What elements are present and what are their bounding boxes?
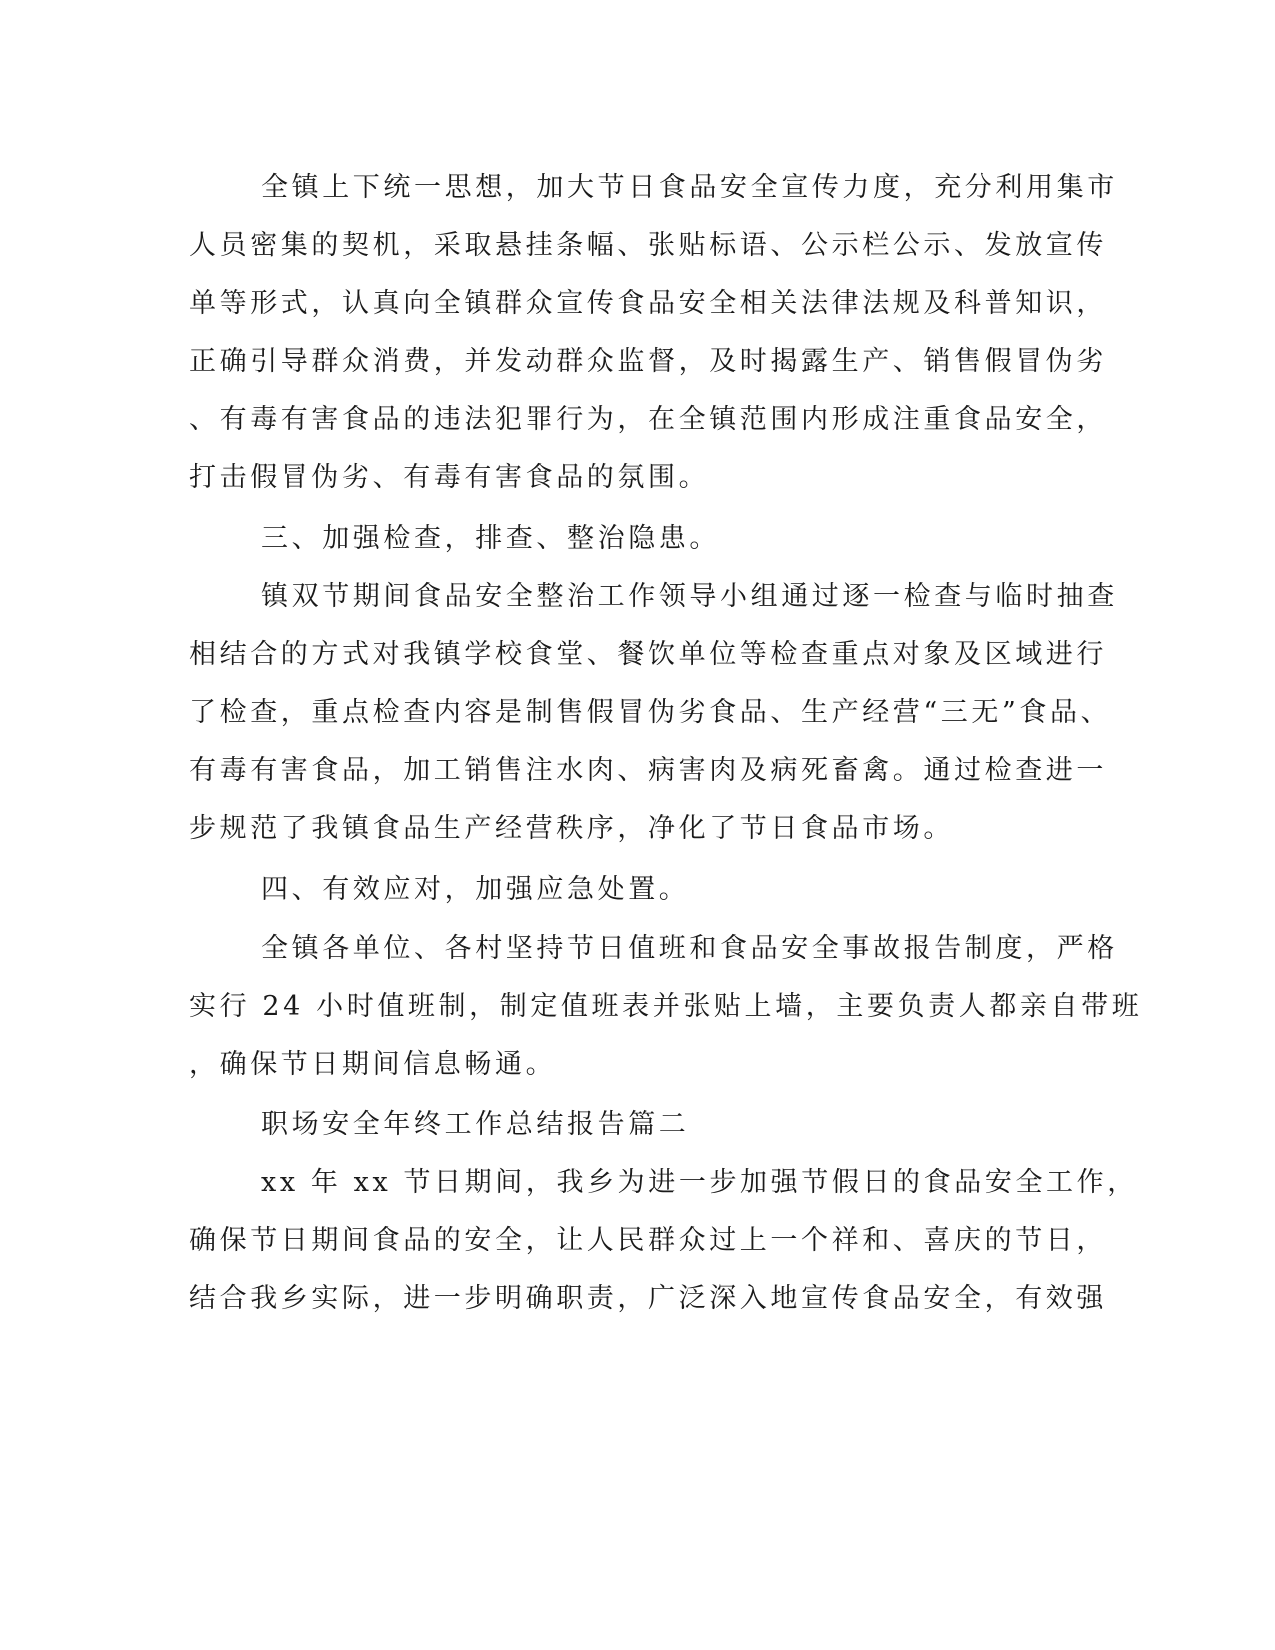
paragraph-line: 结合我乡实际，进一步明确职责，广泛深入地宣传食品安全，有效强 xyxy=(189,1283,1107,1314)
paragraph-line: 正确引导群众消费，并发动群众监督，及时揭露生产、销售假冒伪劣 xyxy=(189,346,1107,377)
paragraph-line: 全镇各单位、各村坚持节日值班和食品安全事故报告制度，严格 xyxy=(261,933,1118,964)
paragraph-line: 实行 24 小时值班制，制定值班表并张贴上墙，主要负责人都亲自带班 xyxy=(189,991,1143,1022)
paragraph-line: 、有毒有害食品的违法犯罪行为，在全镇范围内形成注重食品安全， xyxy=(189,404,1107,435)
paragraph-line: 全镇上下统一思想，加大节日食品安全宣传力度，充分利用集市 xyxy=(261,172,1118,203)
paragraph-line: 镇双节期间食品安全整治工作领导小组通过逐一检查与临时抽查 xyxy=(261,581,1118,612)
article-title: 职场安全年终工作总结报告篇二 xyxy=(261,1109,690,1140)
paragraph-line: 相结合的方式对我镇学校食堂、餐饮单位等检查重点对象及区域进行 xyxy=(189,639,1107,670)
section-heading: 三、加强检查，排查、整治隐患。 xyxy=(261,523,720,554)
paragraph-line: xx 年 xx 节日期间，我乡为进一步加强节假日的食品安全工作， xyxy=(261,1167,1138,1198)
paragraph-line: 确保节日期间食品的安全，让人民群众过上一个祥和、喜庆的节日， xyxy=(189,1225,1107,1256)
section-heading: 四、有效应对，加强应急处置。 xyxy=(261,874,690,905)
paragraph-line: 单等形式，认真向全镇群众宣传食品安全相关法律法规及科普知识， xyxy=(189,288,1107,319)
paragraph-line: 打击假冒伪劣、有毒有害食品的氛围。 xyxy=(189,462,710,493)
paragraph-line: 步规范了我镇食品生产经营秩序，净化了节日食品市场。 xyxy=(189,813,954,844)
paragraph-line: ，确保节日期间信息畅通。 xyxy=(189,1049,557,1080)
paragraph-line: 人员密集的契机，采取悬挂条幅、张贴标语、公示栏公示、发放宣传 xyxy=(189,230,1107,261)
paragraph-line: 了检查，重点检查内容是制售假冒伪劣食品、生产经营“三无”食品、 xyxy=(189,697,1112,728)
paragraph-line: 有毒有害食品，加工销售注水肉、病害肉及病死畜禽。通过检查进一 xyxy=(189,755,1107,786)
